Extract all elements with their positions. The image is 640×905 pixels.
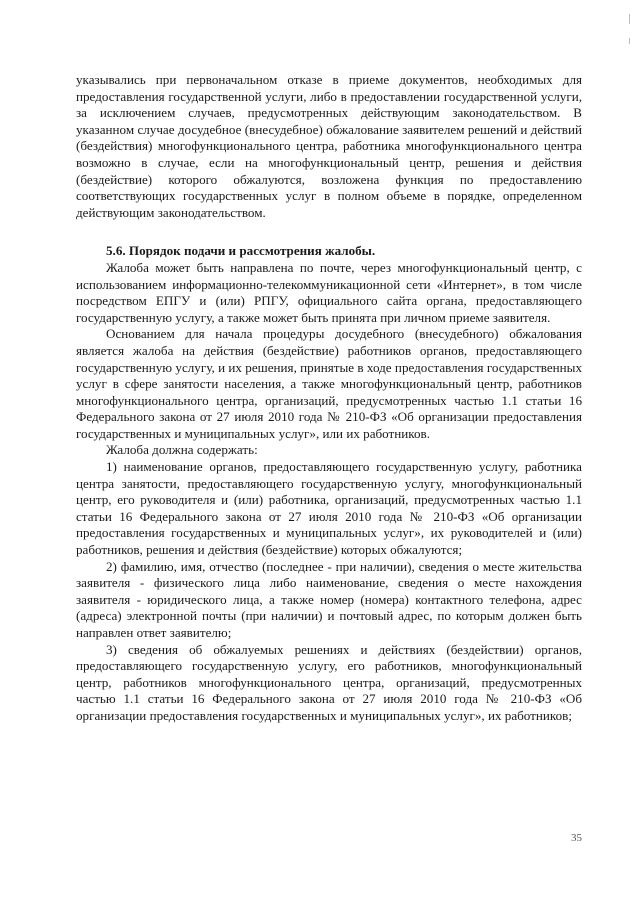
section-heading: 5.6. Порядок подачи и рассмотрения жалобы. bbox=[106, 243, 376, 259]
paragraph-content-intro: Жалоба должна содержать: bbox=[106, 442, 258, 458]
document-page bbox=[76, 72, 582, 725]
page-number: 35 bbox=[571, 832, 582, 844]
list-item-3: 3) сведения об обжалуемых решениях и действиях (бездействии) органов, предоставляющего государственную услугу, его работников, многофункциональный центр, работников многофункционального центра, организаций, предусмотренных частью 1.1 статьи 16 Федерального закона от 27 июля 2010 года № 210-ФЗ «Об организации предоставления государственных и муниципальных услуг», их работников; bbox=[76, 641, 582, 723]
scan-edge-mark-lower bbox=[629, 38, 630, 44]
list-item-1: 1) наименование органов, предоставляющего государственную услугу, работника центра занятости, предоставляющего государственную услугу, многофункциональный центр, его руководителя и (или) работника, организаций, предусмотренных частью 1.1 статьи 16 Федерального закона от 27 июля 2010 года № 210-ФЗ «Об организации предоставления государственных и муниципальных услуг», их руководителей и (или) работников, решения и действия (бездействие) которых обжалуются; bbox=[76, 459, 582, 558]
list-item-2: 2) фамилию, имя, отчество (последнее - при наличии), сведения о месте жительства заявителя - физического лица либо наименование, сведения о месте нахождения заявителя - юридического лица, а также номер (номера) контактного телефона, адрес (адреса) электронной почты (при наличии) и почтовый адрес, по которым должен быть направлен ответ заявителю; bbox=[76, 558, 582, 640]
scan-edge-mark-top bbox=[629, 14, 630, 24]
paragraph-submission-channels: Жалоба может быть направлена по почте, через многофункциональный центр, с использованием информационно-телекоммуникационной сети «Интернет», в том числе посредством ЕПГУ и (или) РПГУ, официального сайта органа, предоставляющего государственную услугу, а также может быть принята при личном приеме заявителя. bbox=[76, 259, 582, 325]
paragraph-grounds: Основанием для начала процедуры досудебного (внесудебного) обжалования является жалоба на действия (бездействие) работников органов, предоставляющего государственную услугу, и их решения, принятые в ходе предоставления государственных услуг в сфере занятости населения, а также многофункциональный центр, работников многофункционального центра, организаций, предусмотренных частью 1.1 статьи 16 Федерального закона от 27 июля 2010 года № 210-ФЗ «Об организации предоставления государственных и муниципальных услуг», или их работников. bbox=[76, 326, 582, 441]
paragraph-continuation: указывались при первоначальном отказе в приеме документов, необходимых для предоставления государственной услуги, либо в предоставлении государственной услуги, за исключением случаев, предусмотренных действующим законодательством. В указанном случае досудебное (внесудебное) обжалование заявителем решений и действий (бездействия) многофункционального центра, работника многофункционального центра возможно в случае, если на многофункциональный центр, решения и действия (бездействие) которого обжалуются, возложена функция по предоставлению соответствующих государственных услуг в полном объеме в порядке, определенном действующим законодательством. bbox=[76, 72, 582, 220]
